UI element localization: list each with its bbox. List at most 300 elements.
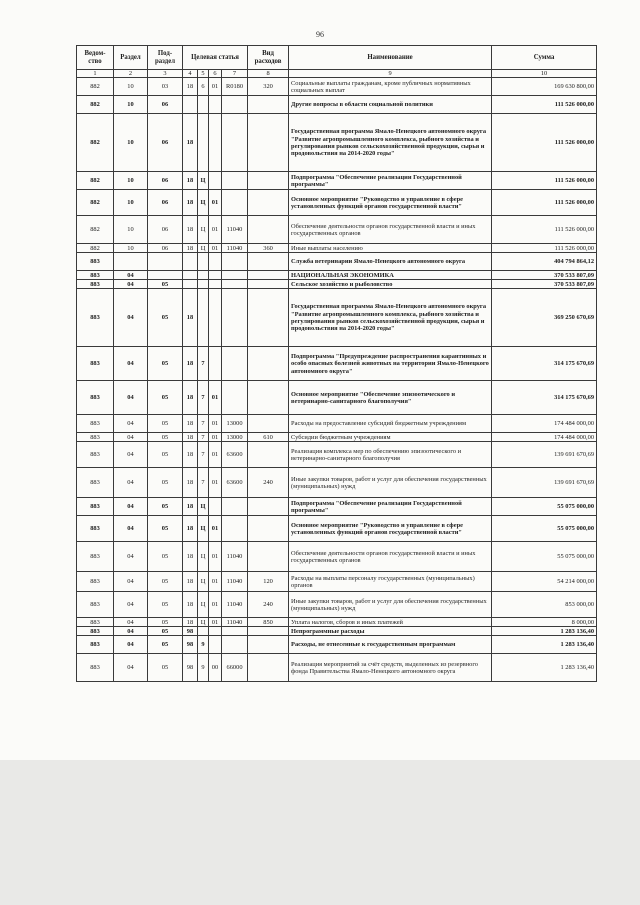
cell-direction <box>222 96 248 114</box>
cell-podrazdel: 05 <box>148 636 183 654</box>
scan-background <box>0 760 640 905</box>
cell-sum: 370 533 807,09 <box>492 271 597 280</box>
cell-razdel: 04 <box>114 627 148 636</box>
cell-event: 01 <box>209 433 222 442</box>
cell-subprog: 9 <box>198 654 209 682</box>
cell-name: Сельское хозяйство и рыболовство <box>289 280 492 289</box>
cell-name: Основное мероприятие "Обеспечение эпизоотического и ветеринарно-санитарного благополучия" <box>289 381 492 415</box>
table-row <box>77 381 597 415</box>
cell-vid <box>248 253 289 271</box>
col-number: 6 <box>209 70 222 78</box>
cell-subprog <box>198 96 209 114</box>
cell-event: 01 <box>209 542 222 572</box>
cell-name: Служба ветеринарии Ямало-Ненецкого автономного округа <box>289 253 492 271</box>
cell-name: Расходы, не отнесенные к государственным программам <box>289 636 492 654</box>
cell-subprog: Ц <box>198 190 209 216</box>
cell-name: Иные закупки товаров, работ и услуг для обеспечения государственных (муниципальных) нужд <box>289 592 492 618</box>
col-number: 7 <box>222 70 248 78</box>
cell-ved: 883 <box>77 516 114 542</box>
cell-podrazdel: 05 <box>148 572 183 592</box>
cell-razdel: 04 <box>114 654 148 682</box>
cell-vid <box>248 347 289 381</box>
cell-vid: 120 <box>248 572 289 592</box>
cell-vid <box>248 216 289 244</box>
cell-vid: 240 <box>248 468 289 498</box>
cell-vid <box>248 654 289 682</box>
cell-prog: 18 <box>183 190 198 216</box>
cell-name: Обеспечение деятельности органов государственной власти и иных государственных органов <box>289 216 492 244</box>
cell-prog: 18 <box>183 347 198 381</box>
cell-ved: 883 <box>77 271 114 280</box>
cell-sum: 55 075 000,00 <box>492 542 597 572</box>
cell-subprog: 6 <box>198 78 209 96</box>
cell-prog: 18 <box>183 172 198 190</box>
cell-razdel: 10 <box>114 172 148 190</box>
cell-prog: 18 <box>183 572 198 592</box>
cell-subprog: Ц <box>198 542 209 572</box>
cell-name: Другие вопросы в области социальной политики <box>289 96 492 114</box>
cell-prog: 98 <box>183 636 198 654</box>
cell-subprog: Ц <box>198 618 209 627</box>
cell-name: Основное мероприятие "Руководство и управление в сфере установленных функций органов государственной власти" <box>289 190 492 216</box>
cell-name: Иные закупки товаров, работ и услуг для обеспечения государственных (муниципальных) нужд <box>289 468 492 498</box>
cell-sum: 8 000,00 <box>492 618 597 627</box>
cell-razdel: 10 <box>114 114 148 172</box>
cell-razdel: 04 <box>114 516 148 542</box>
cell-event: 01 <box>209 572 222 592</box>
header-sum: Сумма <box>492 46 597 70</box>
cell-prog: 18 <box>183 442 198 468</box>
cell-sum: 111 526 000,00 <box>492 96 597 114</box>
cell-sum: 139 691 670,69 <box>492 442 597 468</box>
cell-event <box>209 636 222 654</box>
cell-direction <box>222 498 248 516</box>
cell-name: Социальные выплаты гражданам, кроме публичных нормативных социальных выплат <box>289 78 492 96</box>
cell-subprog: Ц <box>198 172 209 190</box>
cell-prog: 18 <box>183 216 198 244</box>
cell-name: Подпрограмма "Предупреждение распространения карантинных и особо опасных болезней животных на территории Ямало-Ненецкого автономного округа" <box>289 347 492 381</box>
cell-vid: 240 <box>248 592 289 618</box>
cell-event: 01 <box>209 592 222 618</box>
cell-podrazdel <box>148 253 183 271</box>
col-number: 4 <box>183 70 198 78</box>
cell-event <box>209 114 222 172</box>
cell-prog: 18 <box>183 618 198 627</box>
page-number: 96 <box>316 30 324 39</box>
cell-razdel: 04 <box>114 381 148 415</box>
cell-razdel: 10 <box>114 244 148 253</box>
cell-direction: R0180 <box>222 78 248 96</box>
cell-vid: 320 <box>248 78 289 96</box>
cell-subprog: 7 <box>198 433 209 442</box>
cell-ved: 883 <box>77 381 114 415</box>
cell-razdel: 04 <box>114 433 148 442</box>
cell-sum: 369 250 670,69 <box>492 289 597 347</box>
cell-ved: 883 <box>77 498 114 516</box>
cell-ved: 882 <box>77 244 114 253</box>
cell-razdel: 04 <box>114 347 148 381</box>
cell-podrazdel: 05 <box>148 542 183 572</box>
cell-podrazdel <box>148 271 183 280</box>
table-row <box>77 636 597 654</box>
cell-event <box>209 253 222 271</box>
cell-name: Государственная программа Ямало-Ненецкого автономного округа "Развитие агропромышленного комплекса, рыбного хозяйства и регулирования рынков сельскохозяйственной продукции, сырья и продовольствия на 2014-2020 годы" <box>289 114 492 172</box>
cell-podrazdel: 05 <box>148 442 183 468</box>
cell-subprog: 7 <box>198 347 209 381</box>
cell-subprog: Ц <box>198 244 209 253</box>
cell-subprog <box>198 253 209 271</box>
cell-subprog: Ц <box>198 498 209 516</box>
table-row <box>77 280 597 289</box>
cell-ved: 882 <box>77 190 114 216</box>
header-ved: Ведом-ство <box>77 46 114 70</box>
cell-event: 01 <box>209 442 222 468</box>
cell-podrazdel: 05 <box>148 627 183 636</box>
cell-prog: 18 <box>183 244 198 253</box>
header-vid: Вид расходов <box>248 46 289 70</box>
cell-ved: 883 <box>77 572 114 592</box>
table-row <box>77 442 597 468</box>
cell-name: Подпрограмма "Обеспечение реализации Государственной программы" <box>289 172 492 190</box>
cell-ved: 883 <box>77 654 114 682</box>
table-row <box>77 516 597 542</box>
cell-vid <box>248 114 289 172</box>
cell-sum: 853 000,00 <box>492 592 597 618</box>
cell-prog: 98 <box>183 627 198 636</box>
column-number-row <box>77 70 597 78</box>
cell-prog: 18 <box>183 78 198 96</box>
cell-podrazdel: 05 <box>148 468 183 498</box>
cell-subprog <box>198 289 209 347</box>
table-row <box>77 347 597 381</box>
cell-sum: 1 283 136,40 <box>492 654 597 682</box>
cell-razdel: 04 <box>114 271 148 280</box>
cell-direction <box>222 172 248 190</box>
cell-ved: 883 <box>77 433 114 442</box>
header-podrazdel: Под-раздел <box>148 46 183 70</box>
cell-direction <box>222 114 248 172</box>
header-celevaya: Целевая статья <box>183 46 248 70</box>
cell-podrazdel: 05 <box>148 618 183 627</box>
cell-razdel: 04 <box>114 592 148 618</box>
cell-sum: 404 794 864,12 <box>492 253 597 271</box>
cell-event <box>209 289 222 347</box>
cell-event: 01 <box>209 618 222 627</box>
cell-name: Обеспечение деятельности органов государственной власти и иных государственных органов <box>289 542 492 572</box>
cell-vid: 360 <box>248 244 289 253</box>
cell-direction <box>222 381 248 415</box>
cell-vid <box>248 498 289 516</box>
cell-event <box>209 280 222 289</box>
cell-subprog <box>198 280 209 289</box>
table-row <box>77 114 597 172</box>
cell-vid <box>248 96 289 114</box>
cell-vid <box>248 271 289 280</box>
cell-sum: 1 283 136,40 <box>492 636 597 654</box>
table-row <box>77 289 597 347</box>
cell-subprog: Ц <box>198 516 209 542</box>
cell-name: Непрограммные расходы <box>289 627 492 636</box>
cell-ved: 883 <box>77 468 114 498</box>
cell-event <box>209 347 222 381</box>
table-row <box>77 216 597 244</box>
cell-ved: 883 <box>77 618 114 627</box>
col-number: 2 <box>114 70 148 78</box>
table-row <box>77 572 597 592</box>
col-number: 5 <box>198 70 209 78</box>
cell-razdel: 04 <box>114 498 148 516</box>
cell-ved: 882 <box>77 172 114 190</box>
cell-event: 01 <box>209 78 222 96</box>
cell-sum: 1 283 136,40 <box>492 627 597 636</box>
cell-vid <box>248 172 289 190</box>
cell-sum: 55 075 000,00 <box>492 516 597 542</box>
cell-razdel: 04 <box>114 572 148 592</box>
cell-vid <box>248 415 289 433</box>
cell-ved: 883 <box>77 347 114 381</box>
cell-event <box>209 172 222 190</box>
cell-podrazdel: 05 <box>148 654 183 682</box>
cell-event <box>209 96 222 114</box>
header-razdel: Раздел <box>114 46 148 70</box>
cell-vid <box>248 280 289 289</box>
cell-name: Иные выплаты населению <box>289 244 492 253</box>
cell-direction <box>222 280 248 289</box>
cell-direction: 13000 <box>222 415 248 433</box>
cell-prog <box>183 271 198 280</box>
cell-prog: 98 <box>183 654 198 682</box>
cell-ved: 883 <box>77 442 114 468</box>
cell-event: 01 <box>209 516 222 542</box>
cell-ved: 882 <box>77 78 114 96</box>
header-name: Наименование <box>289 46 492 70</box>
cell-name: Подпрограмма "Обеспечение реализации Государственной программы" <box>289 498 492 516</box>
cell-sum: 174 484 000,00 <box>492 415 597 433</box>
cell-prog <box>183 280 198 289</box>
cell-podrazdel: 06 <box>148 190 183 216</box>
cell-event <box>209 627 222 636</box>
cell-vid <box>248 190 289 216</box>
cell-podrazdel: 06 <box>148 96 183 114</box>
cell-podrazdel: 06 <box>148 114 183 172</box>
cell-ved: 883 <box>77 415 114 433</box>
cell-prog: 18 <box>183 289 198 347</box>
cell-direction: 13000 <box>222 433 248 442</box>
col-number: 3 <box>148 70 183 78</box>
cell-podrazdel: 06 <box>148 244 183 253</box>
cell-prog: 18 <box>183 468 198 498</box>
table-row <box>77 654 597 682</box>
cell-direction <box>222 289 248 347</box>
cell-direction <box>222 271 248 280</box>
col-number: 9 <box>289 70 492 78</box>
col-number: 1 <box>77 70 114 78</box>
table-row <box>77 244 597 253</box>
cell-sum: 314 175 670,69 <box>492 347 597 381</box>
cell-vid <box>248 381 289 415</box>
cell-vid <box>248 516 289 542</box>
cell-name: Основное мероприятие "Руководство и управление в сфере установленных функций органов государственной власти" <box>289 516 492 542</box>
cell-direction <box>222 253 248 271</box>
table-row <box>77 498 597 516</box>
cell-sum: 111 526 000,00 <box>492 114 597 172</box>
table-row <box>77 542 597 572</box>
cell-podrazdel: 05 <box>148 381 183 415</box>
cell-event: 01 <box>209 468 222 498</box>
cell-subprog: 7 <box>198 468 209 498</box>
cell-direction <box>222 190 248 216</box>
table-row <box>77 253 597 271</box>
cell-razdel: 04 <box>114 415 148 433</box>
cell-vid <box>248 636 289 654</box>
cell-name: Государственная программа Ямало-Ненецкого автономного округа "Развитие агропромышленного комплекса, рыбного хозяйства и регулирования рынков сельскохозяйственной продукции, сырья и продовольствия на 2014-2020 годы" <box>289 289 492 347</box>
cell-podrazdel: 05 <box>148 415 183 433</box>
cell-event: 00 <box>209 654 222 682</box>
cell-subprog <box>198 271 209 280</box>
cell-subprog: 9 <box>198 636 209 654</box>
cell-podrazdel: 03 <box>148 78 183 96</box>
cell-podrazdel: 05 <box>148 516 183 542</box>
table-row <box>77 433 597 442</box>
cell-podrazdel: 05 <box>148 592 183 618</box>
cell-vid: 850 <box>248 618 289 627</box>
table-row <box>77 190 597 216</box>
cell-razdel: 04 <box>114 618 148 627</box>
cell-razdel: 10 <box>114 96 148 114</box>
cell-podrazdel: 05 <box>148 289 183 347</box>
cell-direction: 11040 <box>222 572 248 592</box>
cell-direction <box>222 627 248 636</box>
table-body <box>77 78 597 682</box>
cell-subprog: 7 <box>198 415 209 433</box>
cell-razdel: 10 <box>114 216 148 244</box>
cell-direction <box>222 516 248 542</box>
cell-sum: 111 526 000,00 <box>492 244 597 253</box>
cell-subprog: 7 <box>198 381 209 415</box>
table-row <box>77 618 597 627</box>
cell-direction: 11040 <box>222 592 248 618</box>
cell-subprog <box>198 114 209 172</box>
cell-sum: 111 526 000,00 <box>492 190 597 216</box>
table-row <box>77 415 597 433</box>
cell-direction <box>222 347 248 381</box>
cell-direction: 63600 <box>222 468 248 498</box>
cell-event: 01 <box>209 216 222 244</box>
cell-subprog: Ц <box>198 572 209 592</box>
budget-table <box>76 45 597 682</box>
cell-sum: 370 533 807,09 <box>492 280 597 289</box>
cell-vid <box>248 627 289 636</box>
cell-ved: 883 <box>77 627 114 636</box>
cell-event: 01 <box>209 244 222 253</box>
cell-prog: 18 <box>183 415 198 433</box>
cell-subprog: Ц <box>198 216 209 244</box>
cell-prog: 18 <box>183 433 198 442</box>
cell-prog <box>183 253 198 271</box>
col-number: 8 <box>248 70 289 78</box>
cell-name: Реализация комплекса мер по обеспечению эпизоотического и ветеринарно-санитарного благополучия <box>289 442 492 468</box>
cell-subprog: Ц <box>198 592 209 618</box>
cell-direction: 11040 <box>222 618 248 627</box>
cell-ved: 883 <box>77 592 114 618</box>
cell-razdel: 10 <box>114 78 148 96</box>
cell-subprog <box>198 627 209 636</box>
cell-event: 01 <box>209 190 222 216</box>
cell-event <box>209 498 222 516</box>
cell-name: Реализация мероприятий за счёт средств, выделенных из резервного фонда Правительства Ямало-Ненецкого автономного округа <box>289 654 492 682</box>
cell-ved: 883 <box>77 636 114 654</box>
cell-event: 01 <box>209 381 222 415</box>
cell-sum: 54 214 000,00 <box>492 572 597 592</box>
cell-podrazdel: 05 <box>148 347 183 381</box>
cell-razdel: 04 <box>114 442 148 468</box>
cell-ved: 883 <box>77 542 114 572</box>
cell-direction: 11040 <box>222 542 248 572</box>
cell-vid <box>248 289 289 347</box>
col-number: 10 <box>492 70 597 78</box>
table-row <box>77 271 597 280</box>
cell-podrazdel: 05 <box>148 280 183 289</box>
cell-podrazdel: 05 <box>148 433 183 442</box>
table-row <box>77 468 597 498</box>
cell-event <box>209 271 222 280</box>
cell-direction <box>222 636 248 654</box>
cell-subprog: 7 <box>198 442 209 468</box>
cell-prog: 18 <box>183 592 198 618</box>
table-row <box>77 592 597 618</box>
cell-ved: 882 <box>77 216 114 244</box>
cell-razdel <box>114 253 148 271</box>
cell-razdel: 04 <box>114 542 148 572</box>
cell-prog <box>183 96 198 114</box>
table-row <box>77 627 597 636</box>
cell-name: Расходы на предоставление субсидий бюджетным учреждениям <box>289 415 492 433</box>
cell-event: 01 <box>209 415 222 433</box>
cell-ved: 882 <box>77 114 114 172</box>
cell-sum: 55 075 000,00 <box>492 498 597 516</box>
cell-prog: 18 <box>183 114 198 172</box>
table-row <box>77 96 597 114</box>
cell-direction: 66000 <box>222 654 248 682</box>
cell-prog: 18 <box>183 516 198 542</box>
cell-sum: 139 691 670,69 <box>492 468 597 498</box>
cell-prog: 18 <box>183 542 198 572</box>
cell-name: Расходы на выплаты персоналу государственных (муниципальных) органов <box>289 572 492 592</box>
cell-podrazdel: 06 <box>148 172 183 190</box>
cell-prog: 18 <box>183 498 198 516</box>
cell-sum: 314 175 670,69 <box>492 381 597 415</box>
cell-ved: 883 <box>77 289 114 347</box>
cell-ved: 883 <box>77 253 114 271</box>
cell-ved: 882 <box>77 96 114 114</box>
cell-direction: 63600 <box>222 442 248 468</box>
table-row <box>77 172 597 190</box>
cell-ved: 883 <box>77 280 114 289</box>
cell-name: Субсидии бюджетным учреждениям <box>289 433 492 442</box>
cell-name: Уплата налогов, сборов и иных платежей <box>289 618 492 627</box>
cell-direction: 11040 <box>222 216 248 244</box>
cell-razdel: 04 <box>114 289 148 347</box>
cell-name: НАЦИОНАЛЬНАЯ ЭКОНОМИКА <box>289 271 492 280</box>
cell-sum: 169 630 800,00 <box>492 78 597 96</box>
cell-prog: 18 <box>183 381 198 415</box>
cell-vid <box>248 442 289 468</box>
cell-razdel: 10 <box>114 190 148 216</box>
cell-direction: 11040 <box>222 244 248 253</box>
cell-podrazdel: 06 <box>148 216 183 244</box>
cell-vid <box>248 542 289 572</box>
cell-sum: 111 526 000,00 <box>492 172 597 190</box>
